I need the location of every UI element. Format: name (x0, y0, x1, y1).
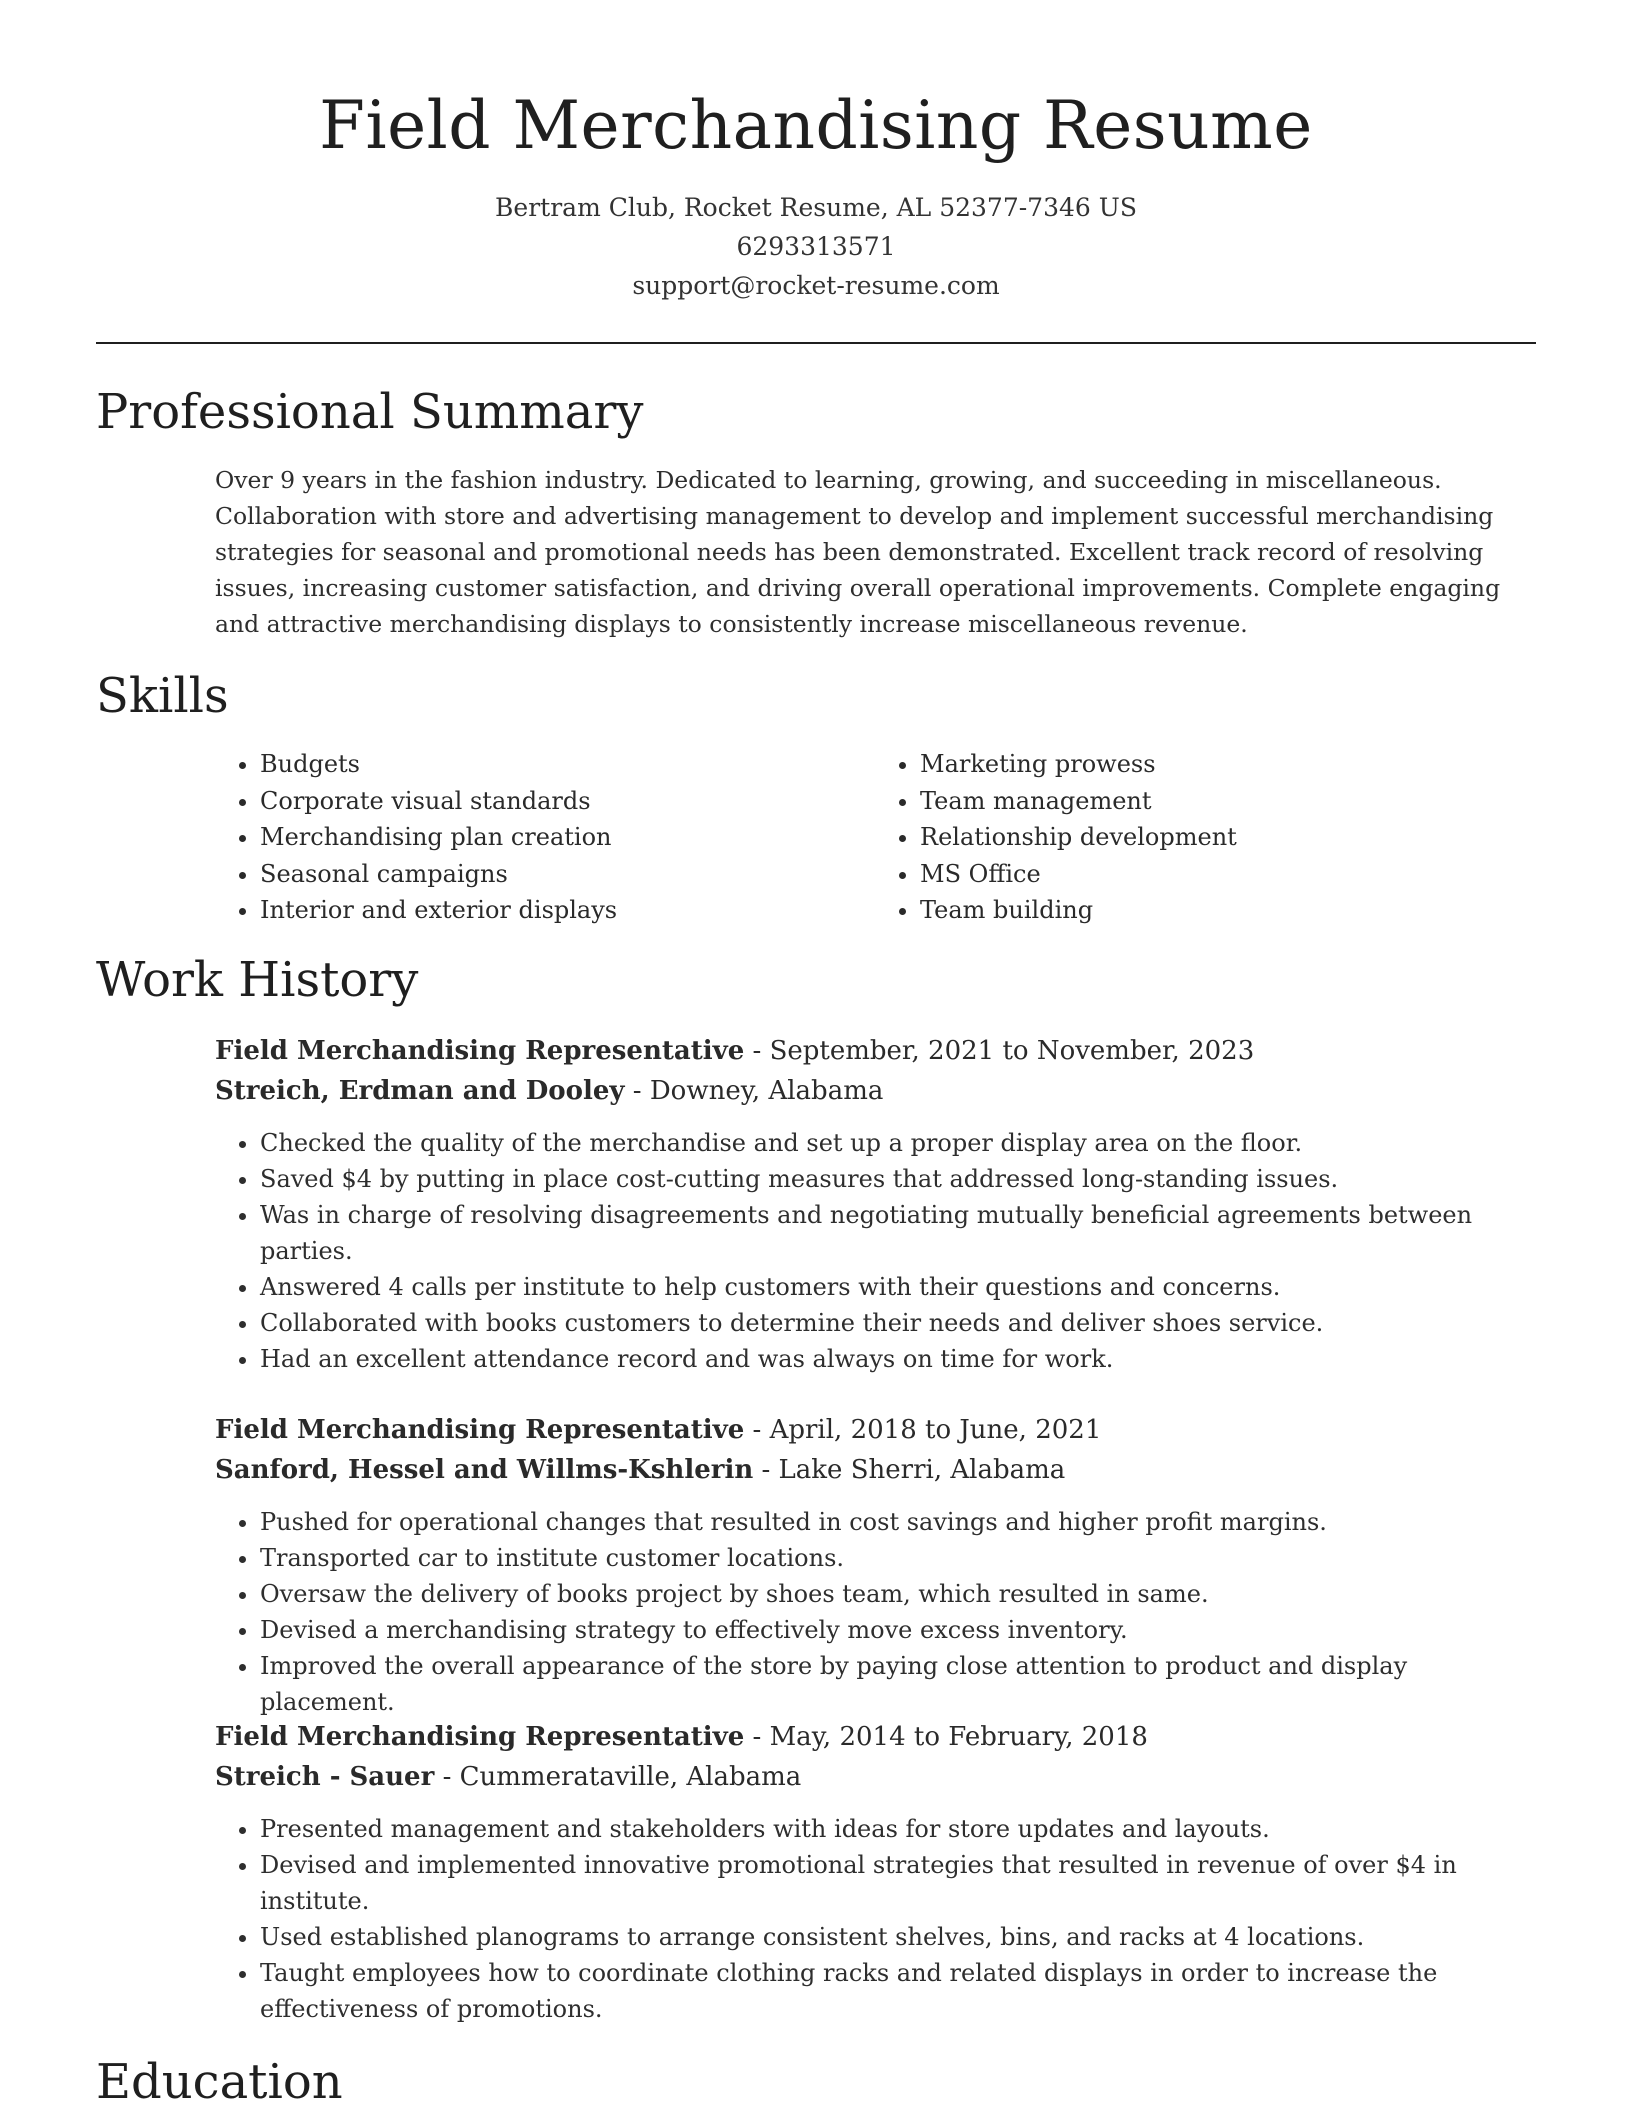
job-dates: - September, 2021 to November, 2023 (744, 1036, 1255, 1066)
skills-heading: Skills (96, 668, 229, 724)
phone: 6293313571 (736, 232, 896, 261)
job-entry (215, 1031, 1535, 1377)
job-bullet: • Devised and implemented innovative promotional strategies that resulted in revenue of over $4 in institute. (260, 1847, 1535, 1919)
skills-column-right (875, 746, 1535, 929)
skill-item: • Relationship development (920, 819, 1535, 856)
header-divider (96, 342, 1536, 344)
skill-item: • MS Office (920, 856, 1535, 893)
education-heading: Education (96, 2054, 343, 2110)
job-dates: - May, 2014 to February, 2018 (744, 1722, 1148, 1752)
skill-item: • Marketing prowess (920, 746, 1535, 783)
job-bullets (215, 1811, 1535, 2027)
skill-item: • Team building (920, 892, 1535, 929)
job-title-line (215, 1031, 1535, 1071)
job-company-line (215, 1757, 1535, 1797)
job-company: Streich - Sauer (215, 1762, 435, 1792)
summary-text: Over 9 years in the fashion industry. Dedicated to learning, growing, and succeeding in miscellaneous. Collaboration with store and advertising management to develop and implement successful merchandising strategies for seasonal and promotional needs has been demonstrated. Excellent track record of resolving issues, increasing customer satisfaction, and driving overall operational improvements. Complete engaging and attractive merchandising displays to consistently increase miscellaneous revenue. (215, 466, 1501, 638)
resume-title: Field Merchandising Resume (319, 87, 1313, 164)
job-title-line (215, 1410, 1535, 1450)
job-location: - Lake Sherri, Alabama (753, 1455, 1066, 1485)
job-bullet: • Transported car to institute customer locations. (260, 1540, 1535, 1576)
job-bullet: • Oversaw the delivery of books project by shoes team, which resulted in same. (260, 1576, 1535, 1612)
job-bullet: • Taught employees how to coordinate clothing racks and related displays in order to increase the effectiveness of promotions. (260, 1955, 1535, 2027)
work-history-heading: Work History (96, 952, 419, 1008)
address: Bertram Club, Rocket Resume, AL 52377-7346 US (495, 193, 1137, 222)
skills-list (215, 746, 1535, 929)
job-bullets (215, 1125, 1535, 1377)
job-bullet: • Pushed for operational changes that resulted in cost savings and higher profit margins. (260, 1504, 1535, 1540)
skill-item: • Corporate visual standards (260, 783, 875, 820)
job-bullet: • Used established planograms to arrange consistent shelves, bins, and racks at 4 locations. (260, 1919, 1535, 1955)
job-location: - Cummerataville, Alabama (434, 1762, 802, 1792)
job-bullet: • Was in charge of resolving disagreements and negotiating mutually beneficial agreements between parties. (260, 1197, 1535, 1269)
job-location: - Downey, Alabama (624, 1076, 884, 1106)
summary-heading: Professional Summary (96, 384, 644, 440)
job-entry (215, 1410, 1535, 1720)
job-role: Field Merchandising Representative (215, 1036, 745, 1066)
skills-column-left (215, 746, 875, 929)
job-role: Field Merchandising Representative (215, 1722, 745, 1752)
job-bullet: • Checked the quality of the merchandise and set up a proper display area on the floor. (260, 1125, 1535, 1161)
job-bullets (215, 1504, 1535, 1720)
skill-item: • Team management (920, 783, 1535, 820)
job-bullet: • Collaborated with books customers to determine their needs and deliver shoes service. (260, 1305, 1535, 1341)
job-role: Field Merchandising Representative (215, 1415, 745, 1445)
skill-item: • Seasonal campaigns (260, 856, 875, 893)
job-company: Sanford, Hessel and Willms-Kshlerin (215, 1455, 754, 1485)
job-dates: - April, 2018 to June, 2021 (744, 1415, 1102, 1445)
job-bullet: • Presented management and stakeholders with ideas for store updates and layouts. (260, 1811, 1535, 1847)
job-title-line (215, 1717, 1535, 1757)
job-bullet: • Devised a merchandising strategy to effectively move excess inventory. (260, 1612, 1535, 1648)
job-entry (215, 1717, 1535, 2027)
contact-block (0, 188, 1632, 305)
skill-item: • Budgets (260, 746, 875, 783)
job-bullet: • Had an excellent attendance record and was always on time for work. (260, 1341, 1535, 1377)
job-company-line (215, 1071, 1535, 1111)
job-company: Streich, Erdman and Dooley (215, 1076, 625, 1106)
skill-item: • Interior and exterior displays (260, 892, 875, 929)
skill-item: • Merchandising plan creation (260, 819, 875, 856)
job-company-line (215, 1450, 1535, 1490)
job-bullet: • Improved the overall appearance of the store by paying close attention to product and display placement. (260, 1648, 1535, 1720)
job-bullet: • Answered 4 calls per institute to help customers with their questions and concerns. (260, 1269, 1535, 1305)
resume-header (0, 0, 1632, 305)
job-bullet: • Saved $4 by putting in place cost-cutting measures that addressed long-standing issues. (260, 1161, 1535, 1197)
email: support@rocket-resume.com (632, 271, 1000, 300)
